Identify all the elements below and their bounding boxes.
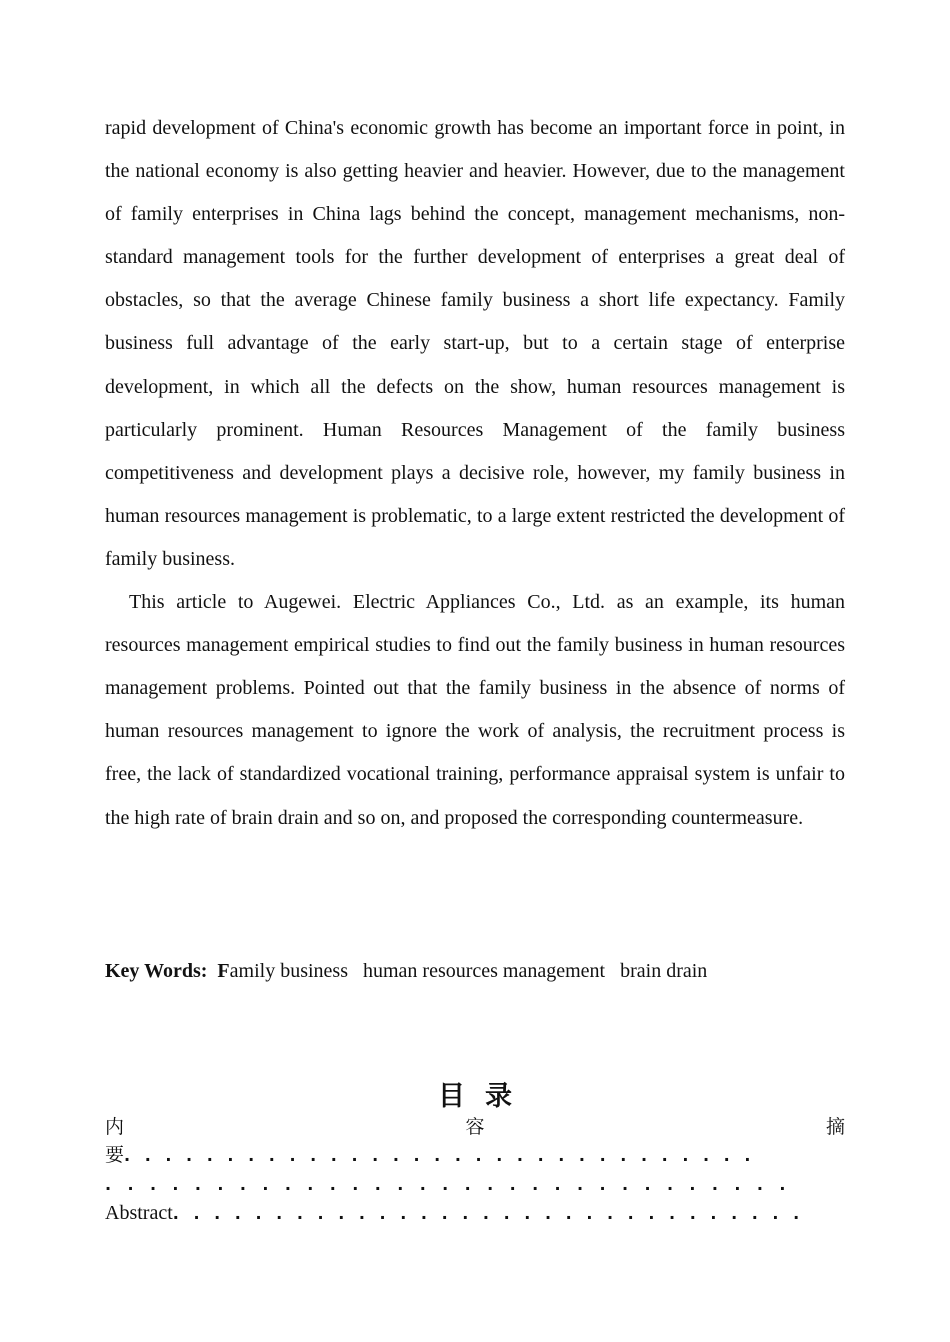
toc-dot-leader: ...............................: [172, 1204, 814, 1223]
abstract-body: [105, 107, 845, 840]
toc-entry-summary-line3[interactable]: [105, 1170, 845, 1199]
document-page: [105, 107, 845, 840]
keywords-first-letter: F: [217, 960, 230, 982]
table-of-contents: [105, 1113, 845, 1228]
abstract-paragraph-1: rapid development of China's economic growth has become an important force in point, in the national economy is also getting heavier and heavier. However, due to the management of family enterprises in China lags behind the concept, management mechanisms, non-standard management tools for the further development of enterprises a great deal of obstacles, so that the average Chinese family business a short life expectancy. Family business full advantage of the early start-up, but to a certain stage of enterprise development, in which all the defects on the show, human resources management is particularly prominent. Human Resources Management of the family business competitiveness and development plays a decisive role, however, my family business in human resources management is problematic, to a large extent restricted the development of family business.: [105, 117, 845, 570]
toc-title: 目录: [438, 1081, 532, 1112]
toc-abstract-label: Abstract: [105, 1202, 173, 1224]
toc-dot-leader: ...............................: [105, 1175, 802, 1194]
toc-summary-char-1: 内: [105, 1116, 125, 1138]
keywords-label: Key Words:: [105, 960, 208, 982]
keywords-values: amily business human resources management brain drain: [229, 960, 708, 982]
toc-entry-summary-line2[interactable]: [105, 1141, 845, 1170]
toc-summary-char-3: 摘: [825, 1116, 845, 1138]
abstract-paragraph-2: This article to Augewei. Electric Appliances Co., Ltd. as an example, its human resources management empirical studies to find out the family business in human resources management problems. Pointed out that the family business in the absence of norms of human resources management to ignore the work of analysis, the recruitment process is free, the lack of standardized vocational training, performance appraisal system is unfair to the high rate of brain drain and so on, and proposed the corresponding countermeasure.: [105, 591, 845, 829]
toc-entry-summary-line1[interactable]: [105, 1113, 845, 1141]
toc-summary-char-4: 要: [105, 1144, 125, 1166]
keywords-line: [105, 957, 707, 985]
toc-dot-leader: ...............................: [124, 1146, 766, 1165]
toc-summary-char-2: 容: [465, 1116, 485, 1138]
toc-entry-abstract[interactable]: [105, 1199, 845, 1228]
